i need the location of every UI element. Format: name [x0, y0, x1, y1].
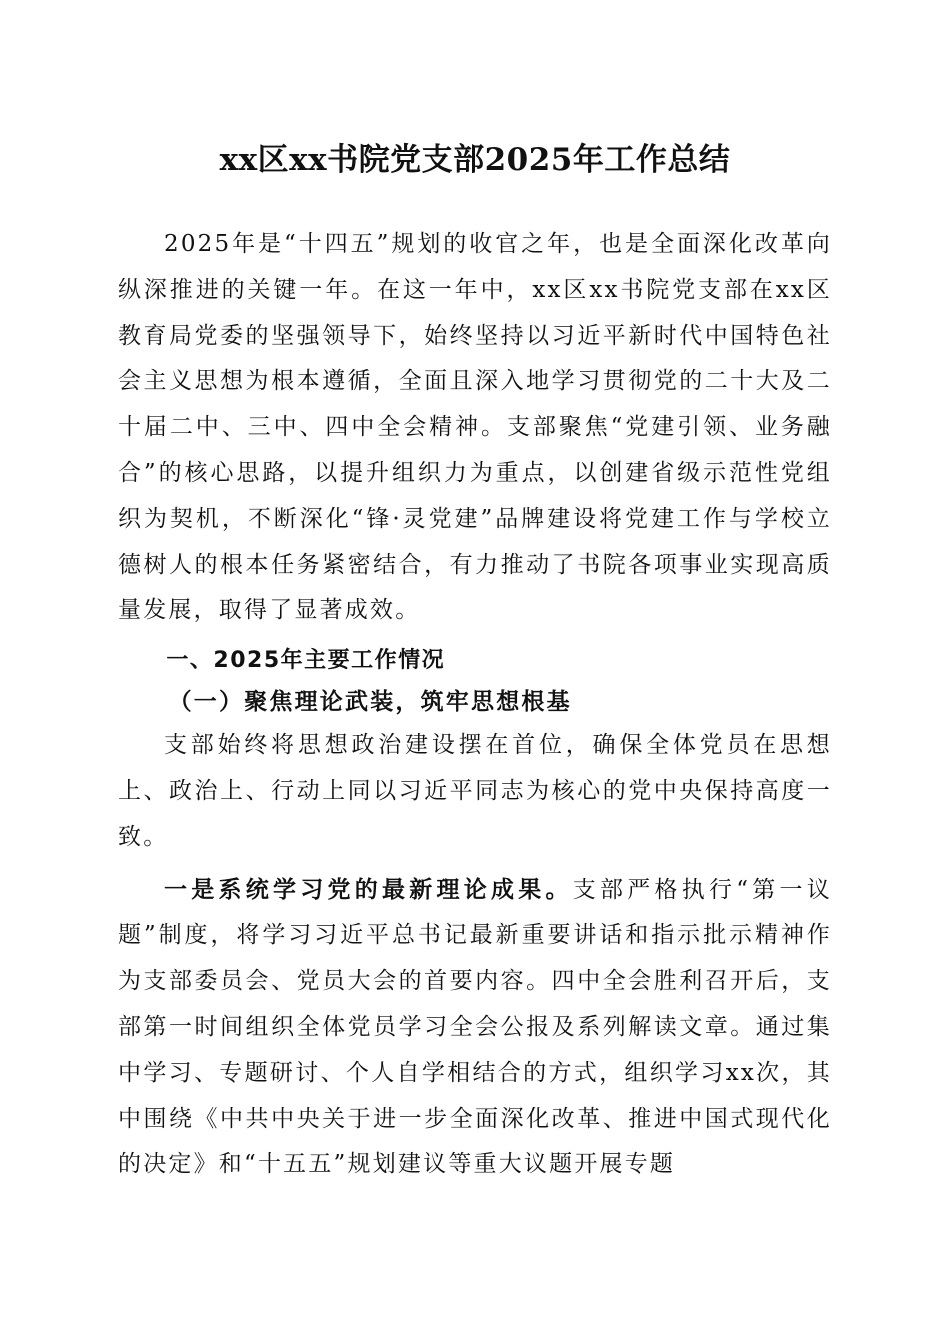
subsection-paragraph-1: 支部始终将思想政治建设摆在首位，确保全体党员在思想上、政治上、行动上同以习近平同志为核心的党中央保持高度一致。: [118, 732, 832, 850]
subsection-heading-1: （一）聚焦理论武装，筑牢思想根基: [168, 688, 572, 716]
point-paragraph-1: [118, 867, 832, 1189]
document-title: xx区xx书院党支部2025年工作总结: [219, 142, 731, 178]
point-lead-1: 一是系统学习党的最新理论成果。: [164, 875, 573, 903]
section-heading-1: 一、2025年主要工作情况: [166, 648, 446, 674]
intro-paragraph: 2025年是“十四五”规划的收官之年，也是全面深化改革向纵深推进的关键一年。在这一年中，xx区xx书院党支部在xx区教育局党委的坚强领导下，始终坚持以习近平新时代中国特色社会主义思想为根本遵循，全面且深入地学习贯彻党的二十大及二十届二中、三中、四中全会精神。支部聚焦“党建引领、业务融合”的核心思路，以提升组织力为重点，以创建省级示范性党组织为契机，不断深化“锋·灵党建”品牌建设将党建工作与学校立德树人的根本任务紧密结合，有力推动了书院各项事业实现高质量发展，取得了显著成效。: [118, 231, 832, 624]
document-body: [118, 222, 832, 1188]
point-body-1: 支部严格执行“第一议题”制度，将学习习近平总书记最新重要讲话和指示批示精神作为支部委员会、党员大会的首要内容。四中全会胜利召开后，支部第一时间组织全体党员学习全会公报及系列解读文章。通过集中学习、专题研讨、个人自学相结合的方式，组织学习xx次，其中围绕《中共中央关于进一步全面深化改革、推进中国式现代化的决定》和“十五五”规划建议等重大议题开展专题: [118, 876, 833, 1178]
